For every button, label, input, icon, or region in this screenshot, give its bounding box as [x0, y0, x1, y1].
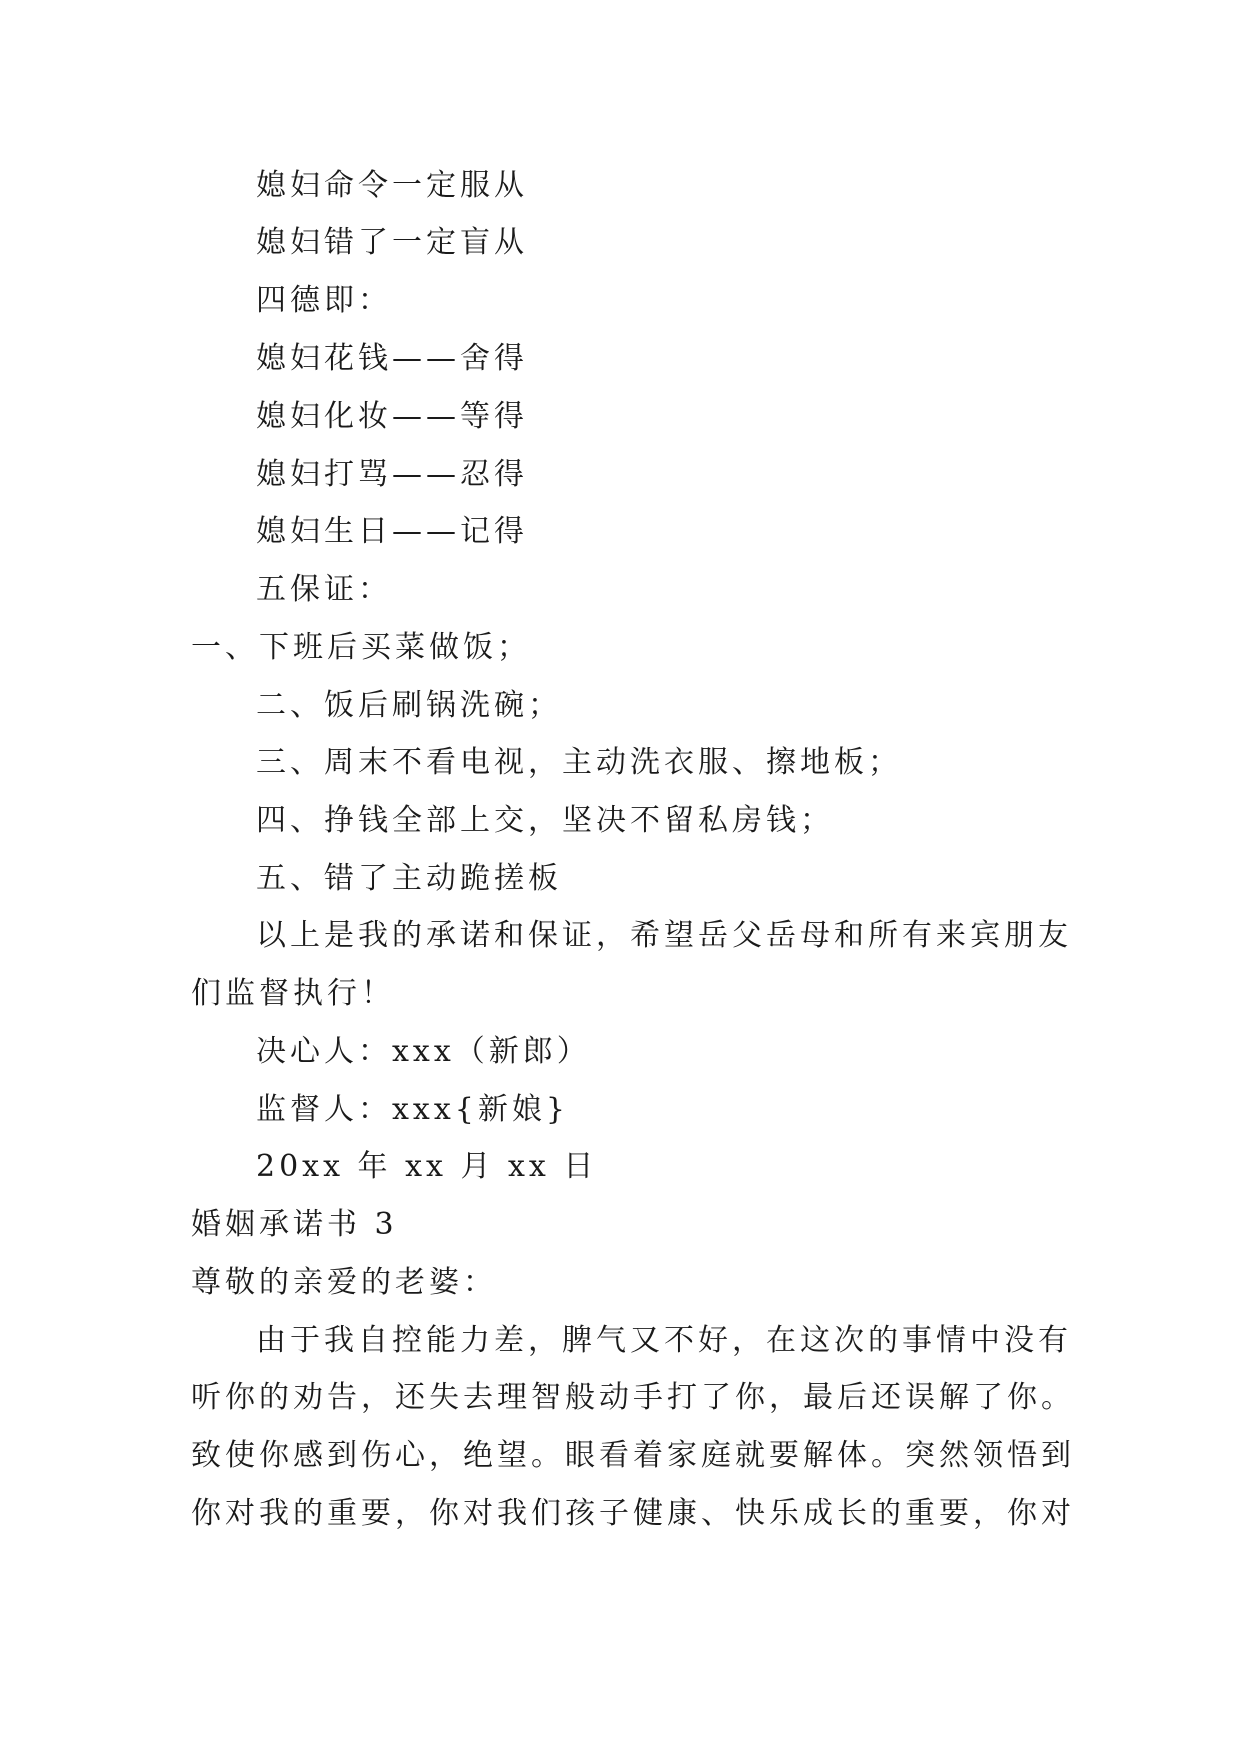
text-line: 五、错了主动跪搓板: [256, 861, 562, 896]
text-line: 你对我的重要，你对我们孩子健康、快乐成长的重要，你对: [191, 1496, 1075, 1531]
text-line: 由于我自控能力差，脾气又不好，在这次的事情中没有: [256, 1323, 1072, 1358]
salutation: 尊敬的亲爱的老婆：: [191, 1265, 497, 1300]
text-line: 四、挣钱全部上交，坚决不留私房钱；: [256, 803, 834, 838]
text-line: 媳妇生日——记得: [256, 514, 528, 549]
text-line: 监督人：xxx{新娘}: [256, 1092, 569, 1127]
text-line: 媳妇错了一定盲从: [256, 225, 528, 260]
text-line: 决心人：xxx（新郎）: [256, 1034, 591, 1069]
text-line: 媳妇命令一定服从: [256, 168, 528, 203]
text-line: 媳妇打骂——忍得: [256, 457, 528, 492]
text-line: 以上是我的承诺和保证，希望岳父岳母和所有来宾朋友: [256, 918, 1072, 953]
text-line: 致使你感到伤心，绝望。眼看着家庭就要解体。突然领悟到: [191, 1438, 1075, 1473]
text-line: 一、下班后买菜做饭；: [191, 630, 531, 665]
text-line: 听你的劝告，还失去理智般动手打了你，最后还误解了你。: [191, 1380, 1075, 1415]
text-line: 二、饭后刷锅洗碗；: [256, 688, 562, 723]
text-line: 五保证：: [256, 572, 392, 607]
text-line: 媳妇花钱——舍得: [256, 341, 528, 376]
text-line: 媳妇化妆——等得: [256, 399, 528, 434]
text-line: 20xx 年 xx 月 xx 日: [256, 1149, 598, 1184]
text-line: 三、周末不看电视，主动洗衣服、擦地板；: [256, 745, 902, 780]
section-heading: 婚姻承诺书 3: [191, 1207, 398, 1242]
text-line: 四德即：: [256, 283, 392, 318]
text-line: 们监督执行！: [191, 976, 395, 1011]
